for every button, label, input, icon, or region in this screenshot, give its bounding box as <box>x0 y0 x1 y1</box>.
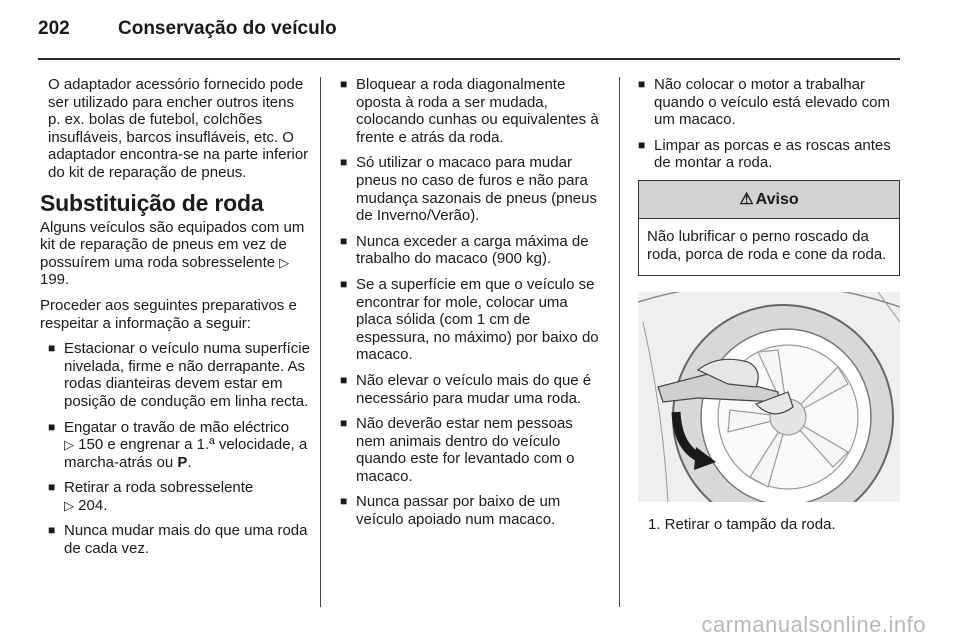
column-3 <box>638 76 904 534</box>
list-item: ■ Não deverão estar nem pessoas nem animais dentro do veículo quando este for levantado com o macaco. <box>340 415 575 485</box>
list-item <box>48 340 310 410</box>
page-title: Conservação do veículo <box>118 18 337 39</box>
square-bullet-icon: ■ <box>340 155 348 170</box>
list-item-text: e engrenar a 1.ª velocidade, a marcha-atrás ou <box>64 436 308 471</box>
list-item-text: Estacionar o veículo numa superfície nivelada, firme e não derrapante. As rodas dianteiras devem estar em posição de condução em linha recta. <box>64 340 310 410</box>
square-bullet-icon: ■ <box>638 137 646 152</box>
column-1 <box>40 76 310 566</box>
figure-caption: 1. Retirar o tampão da roda. <box>648 516 836 534</box>
square-bullet-icon: ■ <box>340 494 348 509</box>
list-item: ■ Engatar o travão de mão eléctrico ▷ 150 e engrenar a 1.ª velocidade, a marcha-atrás ou P. <box>48 418 308 471</box>
list-item: ■ Nunca exceder a carga máxima de trabalho do macaco (900 kg). <box>340 232 589 268</box>
paragraph-spare-wheel <box>40 219 310 289</box>
square-bullet-icon: ■ <box>638 77 646 91</box>
square-bullet-icon: ■ <box>340 77 348 91</box>
square-bullet-icon: ■ <box>48 523 56 538</box>
square-bullet-icon: ■ <box>48 480 56 495</box>
square-bullet-icon: ■ <box>340 276 348 291</box>
page-header <box>0 0 960 62</box>
column-divider-2 <box>619 77 620 607</box>
reference-icon: ▷ <box>279 254 290 270</box>
list-item: ■ Bloquear a roda diagonalmente oposta à roda a ser mudada, colocando cunhas ou equivalentes à frente e atrás da roda. <box>340 76 599 146</box>
warning-triangle-icon: ⚠ <box>739 190 754 208</box>
page-reference[interactable]: 204. <box>78 496 108 514</box>
list-item-text: Nunca mudar mais do que uma roda de cada vez. <box>64 522 308 558</box>
list-item-text: Retirar a roda sobresselente <box>64 479 254 497</box>
watermark-brand[interactable]: carmanualsonline.info <box>701 612 926 637</box>
section-heading: Substituição de roda <box>40 189 264 216</box>
list-item: ■ Limpar as porcas e as roscas antes de montar a roda. <box>638 136 891 172</box>
reference-icon: ▷ <box>64 497 74 513</box>
square-bullet-icon: ■ <box>48 341 56 356</box>
page-number: 202 <box>38 18 70 39</box>
warning-text: Não lubrificar o perno roscado da roda, porca de roda e cone da roda. <box>647 227 887 263</box>
header-divider <box>38 58 900 60</box>
list-item: ■ Nunca passar por baixo de um veículo apoiado num macaco. <box>340 493 561 529</box>
list-item <box>48 479 310 514</box>
list-item: ■ Não elevar o veículo mais do que é necessário para mudar uma roda. <box>340 371 592 407</box>
wheel-cover-removal-illustration <box>638 292 900 502</box>
paragraph-preparations: Proceder aos seguintes preparativos e respeitar a informação a seguir: <box>40 296 297 332</box>
warning-box <box>638 180 900 276</box>
list-item <box>48 522 310 557</box>
square-bullet-icon: ■ <box>340 233 348 248</box>
reference-icon: ▷ <box>64 437 74 453</box>
column-divider-1 <box>320 77 321 607</box>
column-2 <box>340 76 606 537</box>
list-item: ■ Só utilizar o macaco para mudar pneus no caso de furos e não para mudança sazonais de pneus (pneus de Inverno/Verão). <box>340 154 597 225</box>
square-bullet-icon: ■ <box>340 372 348 387</box>
wheel-illustration <box>638 292 900 502</box>
list-item-text: Engatar o travão de mão eléctrico <box>64 418 290 436</box>
intro-paragraph: O adaptador acessório fornecido pode ser utilizado para encher outros itens p. ex. bolas de futebol, colchões insufláveis, barcos insufláveis, etc. O adaptador encontra-se na parte inferior do kit de reparação de pneus. <box>48 76 309 181</box>
list-item: ■ Não colocar o motor a trabalhar quando o veículo está elevado com um macaco. <box>638 76 890 129</box>
square-bullet-icon: ■ <box>48 419 56 434</box>
list-item: ■ Se a superfície em que o veículo se encontrar for mole, colocar uma placa sólida (com 1 cm de espessura, no máximo) por baixo do macaco. <box>340 275 599 364</box>
warning-header <box>639 181 899 219</box>
square-bullet-icon: ■ <box>340 416 348 431</box>
paragraph-text: Alguns veículos são equipados com um kit de reparação de pneus em vez de possuírem uma roda sobresselente <box>40 218 305 271</box>
warning-title: Aviso <box>755 190 799 208</box>
page-reference[interactable]: 199. <box>40 271 70 289</box>
page-reference[interactable]: 150 <box>78 436 104 454</box>
gear-position-label: P <box>177 453 188 471</box>
